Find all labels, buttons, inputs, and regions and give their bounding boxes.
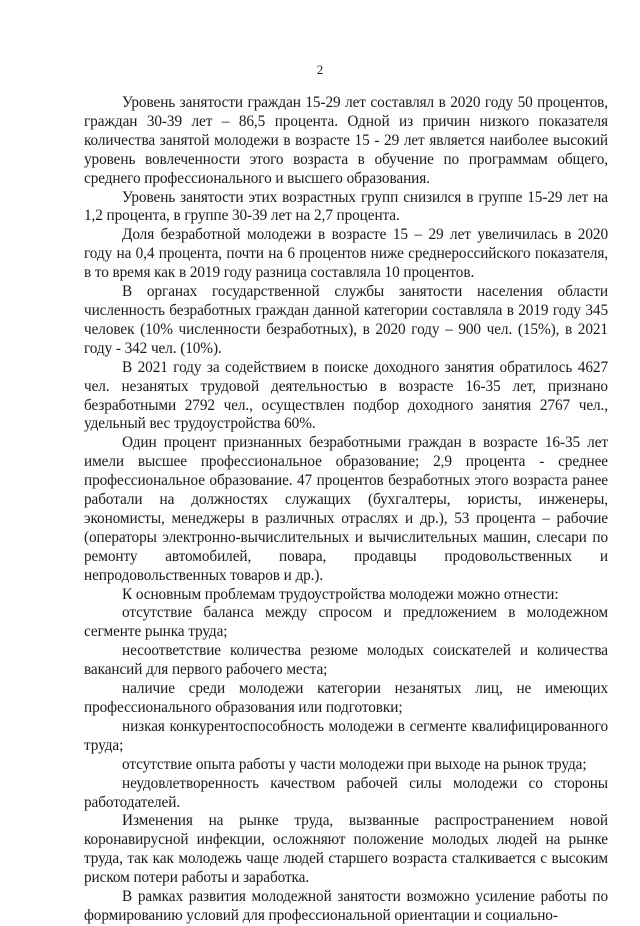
list-item-vacancies-mismatch: несоответствие количества резюме молодых соискателей и количества вакансий для первого рабочего места;	[84, 642, 608, 679]
list-item-low-competitiveness: низкая конкурентоспособность молодежи в сегменте квалифицированного труда;	[84, 717, 608, 754]
document-body	[84, 94, 608, 926]
list-item-no-experience: отсутствие опыта работы у части молодежи при выходе на рынок труда;	[122, 755, 587, 773]
paragraph-2021-applications: В 2021 году за содействием в поиске доходного занятия обратилось 4627 чел. незанятых трудовой деятельностью в возрасте 16-35 лет, признано безработными 2792 чел., осуществлен подбор доходного занятия 2767 чел., удельный вес трудоустройства 60%.	[84, 358, 608, 433]
paragraph-education-profile: Один процент признанных безработными граждан в возрасте 16-35 лет имели высшее профессиональное образование; 2,9 процента - среднее профессиональное образование. 47 процентов безработных этого возраста ранее работали на должностях служащих (бухгалтеры, юристы, инженеры, экономисты, менеджеры в различных отраслях и др.), 53 процента – рабочие (операторы электронно-вычислительных и вычислительных машин, слесари по ремонту автомобилей, повара, продавцы продовольственных и непродовольственных товаров и др.).	[84, 434, 608, 584]
paragraph-development-measures: В рамках развития молодежной занятости возможно усиление работы по формированию условий для профессиональной ориентации и социально-	[84, 888, 608, 924]
paragraph-employment-level: Уровень занятости граждан 15-29 лет составлял в 2020 году 50 процентов, граждан 30-39 лет – 86,5 процента. Одной из причин низкого показателя количества занятой молодежи в возрасте 15 - 29 лет является наиболее высокий уровень вовлеченности этого возраста в обучение по программам общего, среднего профессионального и высшего образования.	[84, 94, 608, 187]
paragraph-main-problems-intro: К основным проблемам трудоустройства молодежи можно отнести:	[122, 585, 559, 603]
list-item-employer-dissatisfaction: неудовлетворенность качеством рабочей силы молодежи со стороны работодателей.	[84, 774, 608, 811]
paragraph-unemployed-youth-share: Доля безработной молодежи в возрасте 15 – 29 лет увеличилась в 2020 году на 0,4 процента, почти на 6 процентов ниже среднероссийского показателя, в то время как в 2019 году разница составляла 10 процентов.	[84, 226, 608, 282]
paragraph-employment-service: В органах государственной службы занятости населения области численность безработных граждан данной категории составляла в 2019 году 345 человек (10% численности безработных), в 2020 году – 900 чел. (15%), в 2021 году - 342 чел. (10%).	[84, 283, 608, 357]
list-item-balance: отсутствие баланса между спросом и предложением в молодежном сегменте рынка труда;	[84, 604, 608, 641]
list-item-no-education: наличие среди молодежи категории незанятых лиц, не имеющих профессионального образования или подготовки;	[84, 680, 608, 716]
page-number: 2	[316, 62, 324, 77]
paragraph-covid-impact: Изменения на рынке труда, вызванные распространением новой коронавирусной инфекции, осложняют положение молодых людей на рынке труда, так как молодежь чаще людей старшего возраста сталкивается с высоким риском потери работы и заработка.	[84, 812, 608, 887]
paragraph-employment-decline: Уровень занятости этих возрастных групп снизился в группе 15-29 лет на 1,2 процента, в группе 30-39 лет на 2,7 процента.	[84, 188, 608, 225]
